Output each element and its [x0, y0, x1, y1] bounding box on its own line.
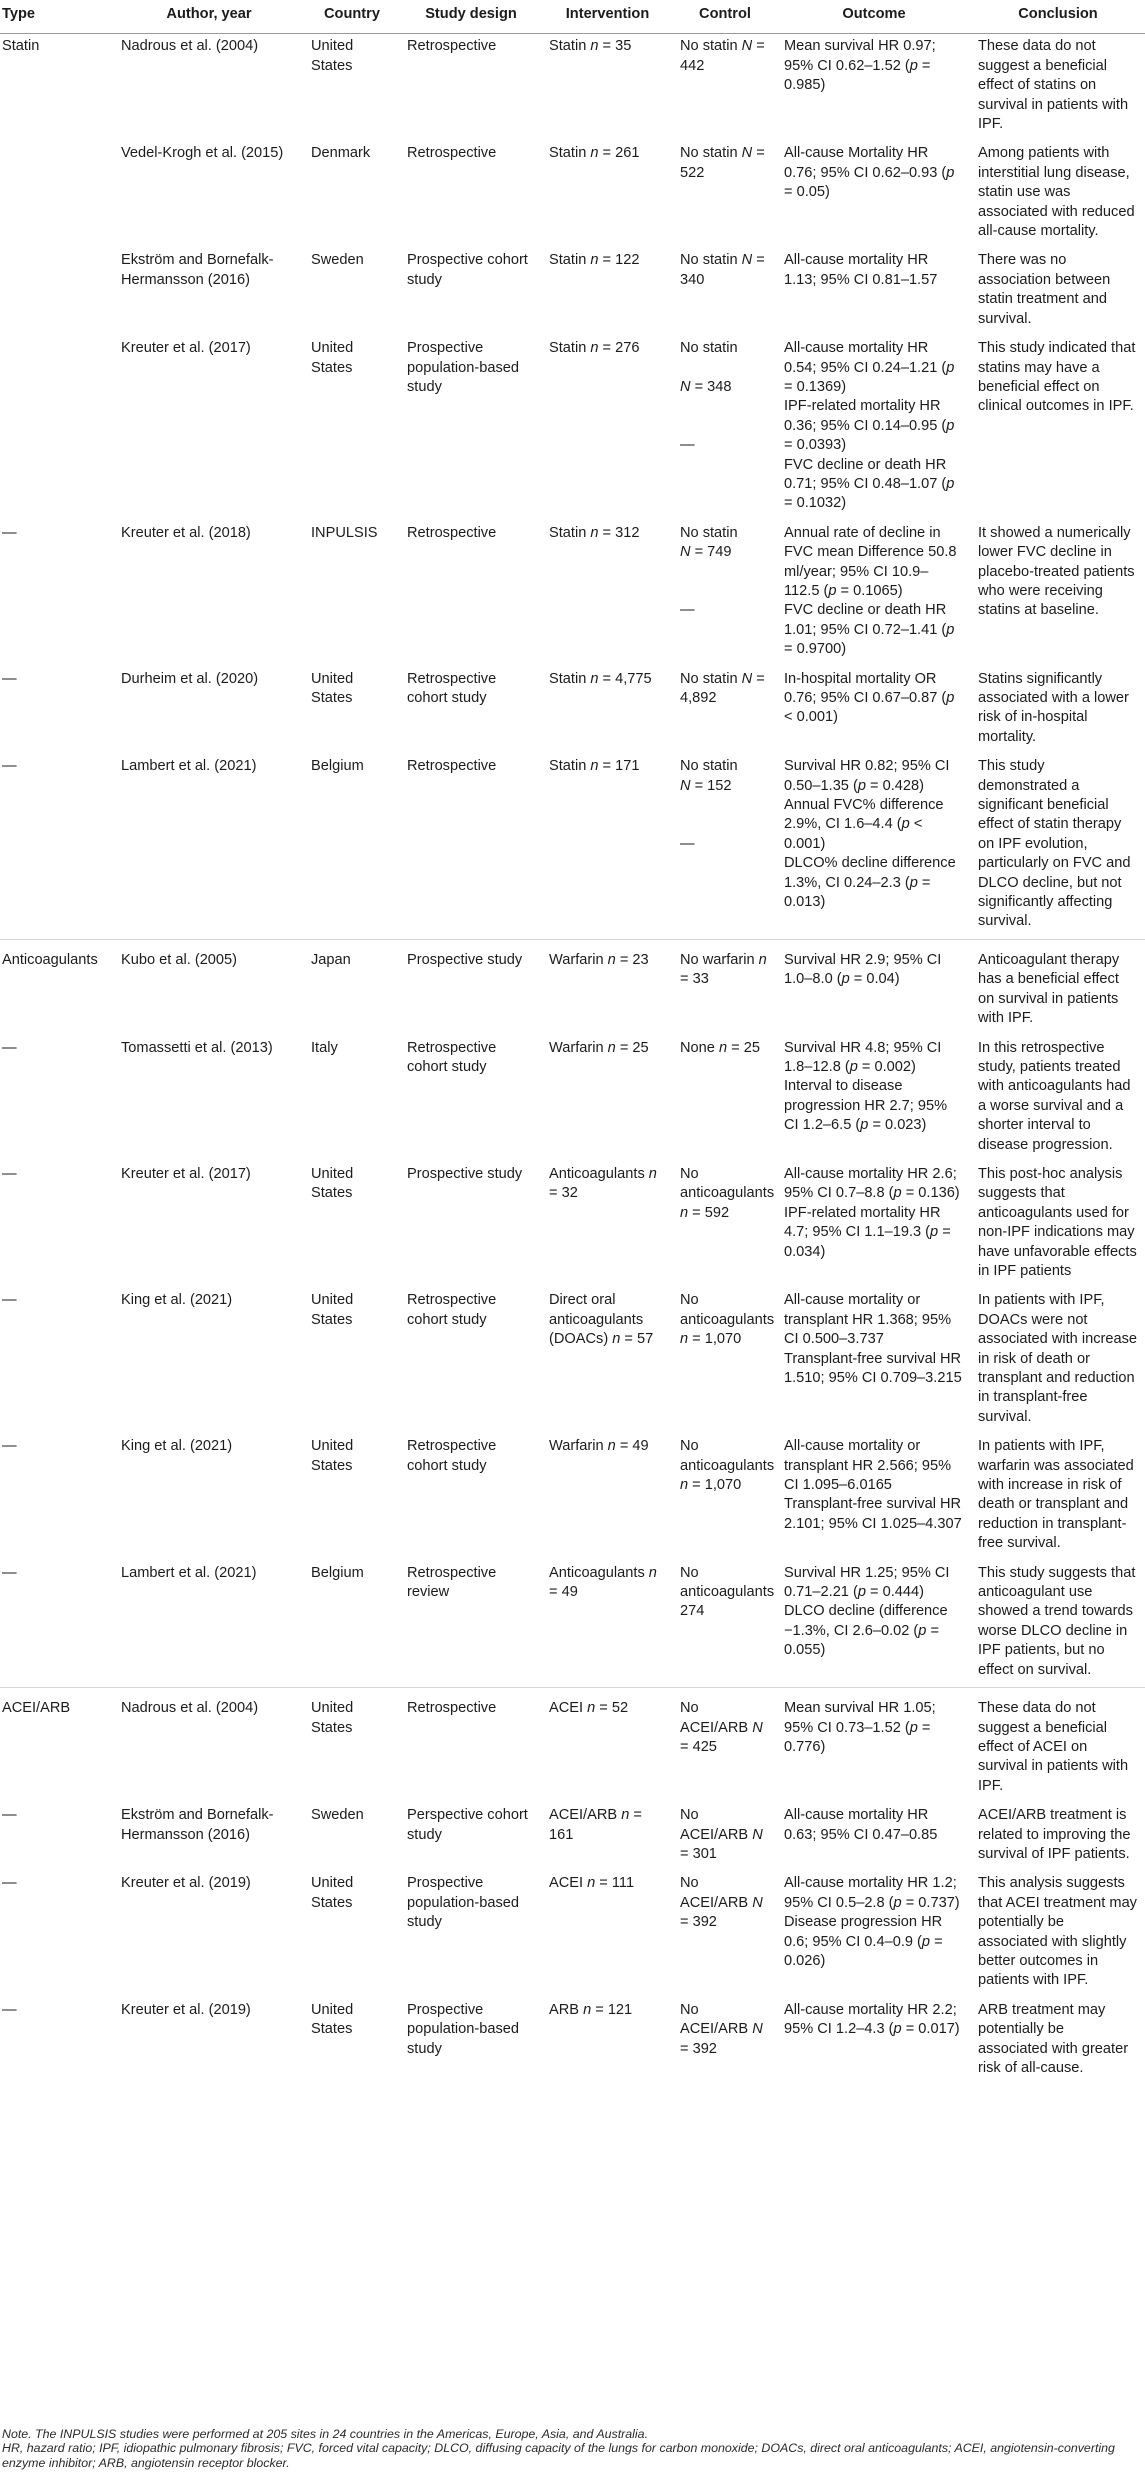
- cell-outcome: Survival HR 0.82; 95% CI 0.50–1.35 (p = 0.428) Annual FVC% difference 2.9%, CI 1.6–4.4 (p < 0.001) DLCO% decline difference 1.3%, CI 0.24–2.3 (p = 0.013): [784, 758, 956, 911]
- cell-intervention: Statin n = 122: [549, 252, 640, 269]
- table-row: [0, 754, 1145, 939]
- cell-intervention: Anticoagulants n = 32: [549, 1165, 657, 1202]
- cell-control: No ACEI/ARB N = 392: [680, 1875, 763, 1931]
- cell-type: Anticoagulants: [0, 939, 114, 1035]
- cell-outcome: Mean survival HR 0.97; 95% CI 0.62–1.52 (p = 0.985): [784, 38, 936, 94]
- table-notes: [0, 2427, 1145, 2470]
- cell-outcome: All-cause mortality HR 1.13; 95% CI 0.81–1.57: [784, 252, 938, 288]
- table-row: [0, 336, 1145, 521]
- cell-control: No statin N = 152 —: [680, 758, 738, 852]
- cell-type: —: [2, 524, 17, 541]
- cell-design: Retrospective cohort study: [407, 1292, 497, 1328]
- cell-control: No statin N = 4,892: [680, 670, 765, 706]
- cell-country: United States: [311, 1438, 354, 1474]
- cell-outcome: Mean survival HR 1.05; 95% CI 0.73–1.52 (p = 0.776): [777, 1688, 971, 1804]
- cell-author: Kreuter et al. (2018): [121, 524, 251, 541]
- cell-author: Kubo et al. (2005): [114, 939, 304, 1035]
- header-outcome: Outcome: [777, 0, 971, 34]
- cell-intervention: ACEI n = 52: [542, 1688, 673, 1804]
- cell-author: Ekström and Bornefalk-Hermansson (2016): [121, 252, 274, 288]
- cell-intervention: ACEI/ARB n = 161: [549, 1807, 642, 1843]
- cell-outcome: All-cause mortality HR 2.2; 95% CI 1.2–4.3 (p = 0.017): [784, 2001, 960, 2038]
- cell-country: United States: [311, 340, 354, 376]
- cell-author: Tomassetti et al. (2013): [121, 1039, 273, 1056]
- cell-design: Retrospective: [407, 758, 497, 775]
- table-row: [0, 939, 1145, 1035]
- cell-intervention: Statin n = 171: [549, 758, 640, 775]
- cell-intervention: Statin n = 4,775: [549, 670, 652, 687]
- cell-conclusion: In patients with IPF, DOACs were not associated with increase in risk of death or transplant and reduction in transplant-free survival.: [978, 1292, 1137, 1425]
- cell-design: Retrospective: [407, 145, 497, 162]
- cell-outcome: Survival HR 1.25; 95% CI 0.71–2.21 (p = 0.444) DLCO decline (difference −1.3%, CI 2.6–0.02 (p = 0.055): [784, 1564, 950, 1659]
- cell-control: No anticoagulants n = 1,070: [680, 1438, 775, 1494]
- header-control: Control: [673, 0, 777, 34]
- cell-control: No ACEI/ARB N = 425: [673, 1688, 777, 1804]
- cell-control: No anticoagulants n = 592: [680, 1165, 775, 1221]
- cell-country: Belgium: [311, 758, 364, 775]
- header-row: [0, 0, 1145, 34]
- cell-intervention: ARB n = 121: [549, 2001, 633, 2018]
- cell-design: Retrospective cohort study: [407, 670, 497, 706]
- header-type: Type: [0, 0, 114, 34]
- cell-country: Sweden: [311, 1807, 364, 1824]
- cell-design: Prospective population-based study: [407, 2001, 519, 2057]
- cell-type: —: [2, 1292, 17, 1309]
- cell-type: —: [2, 1438, 17, 1455]
- cell-outcome: All-cause mortality or transplant HR 1.368; 95% CI 0.500–3.737 Transplant-free survival HR 1.510; 95% CI 0.709–3.215: [784, 1292, 962, 1386]
- cell-design: Retrospective: [400, 1688, 542, 1804]
- cell-intervention: Anticoagulants n = 49: [549, 1564, 657, 1601]
- header-intervention: Intervention: [542, 0, 673, 34]
- note-abbreviations: HR, hazard ratio; IPF, idiopathic pulmonary fibrosis; FVC, forced vital capacity; DLCO, diffusing capacity of the lungs for carbon monoxide; DOACs, direct oral anticoagulants; ACEI, angiotensin-converting enzyme inhibitor; ARB, angiotensin receptor blocker.: [2, 2441, 1115, 2470]
- cell-design: Retrospective cohort study: [407, 1438, 497, 1474]
- cell-author: King et al. (2021): [121, 1292, 233, 1309]
- cell-conclusion: ACEI/ARB treatment is related to improving the survival of IPF patients.: [978, 1807, 1131, 1862]
- cell-type: —: [2, 1564, 17, 1581]
- cell-conclusion: ARB treatment may potentially be associated with greater risk of all-cause.: [978, 2001, 1129, 2076]
- table-body: [0, 34, 1145, 2086]
- cell-design: Retrospective review: [407, 1564, 497, 1601]
- table-row: [0, 141, 1145, 248]
- cell-author: Kreuter et al. (2017): [121, 340, 251, 357]
- table-row: [0, 248, 1145, 336]
- cell-type: Statin: [2, 38, 40, 55]
- cell-outcome: Survival HR 2.9; 95% CI 1.0–8.0 (p = 0.04): [777, 939, 971, 1035]
- cell-control: No statin N = 340: [680, 252, 765, 288]
- cell-design: Prospective study: [407, 1165, 523, 1182]
- cell-author: Kreuter et al. (2019): [121, 2001, 251, 2018]
- table-row: [0, 34, 1145, 142]
- header-design: Study design: [400, 0, 542, 34]
- cell-conclusion: Among patients with interstitial lung disease, statin use was associated with reduced all-cause mortality.: [978, 145, 1135, 240]
- cell-conclusion: These data do not suggest a beneficial effect of statins on survival in patients with IPF.: [978, 38, 1129, 133]
- cell-conclusion: Anticoagulant therapy has a beneficial effect on survival in patients with IPF.: [971, 939, 1145, 1035]
- cell-type: [0, 336, 114, 521]
- header-author: Author, year: [114, 0, 304, 34]
- cell-control: No statin N = 749 —: [680, 524, 738, 619]
- cell-control: No ACEI/ARB N = 301: [680, 1807, 763, 1862]
- table-row: [0, 1162, 1145, 1288]
- cell-outcome: All-cause mortality HR 1.2; 95% CI 0.5–2.8 (p = 0.737) Disease progression HR 0.6; 95% CI 0.4–0.9 (p = 0.026): [784, 1875, 960, 1969]
- cell-design: Retrospective cohort study: [407, 1039, 497, 1075]
- cell-type: —: [2, 758, 17, 775]
- cell-conclusion: This post-hoc analysis suggests that anticoagulants used for non-IPF indications may have unfavorable effects in IPF patients: [978, 1165, 1137, 1279]
- cell-outcome: Survival HR 4.8; 95% CI 1.8–12.8 (p = 0.002) Interval to disease progression HR 2.7; 95% CI 1.2–6.5 (p = 0.023): [784, 1039, 948, 1134]
- cell-country: Italy: [311, 1039, 338, 1056]
- header-country: Country: [304, 0, 400, 34]
- cell-author: Nadrous et al. (2004): [121, 38, 259, 55]
- cell-outcome: All-cause mortality HR 2.6; 95% CI 0.7–8.8 (p = 0.136) IPF-related mortality HR 4.7; 95% CI 1.1–19.3 (p = 0.034): [784, 1165, 960, 1260]
- table-row: [0, 667, 1145, 755]
- cell-country: Sweden: [311, 252, 364, 269]
- cell-outcome: All-cause mortality HR 0.63; 95% CI 0.47–0.85: [784, 1807, 938, 1843]
- cell-conclusion: In this retrospective study, patients treated with anticoagulants had a worse survival and a shorter interval to disease progression.: [978, 1039, 1131, 1153]
- cell-outcome: All-cause mortality HR 0.54; 95% CI 0.24–1.21 (p = 0.1369) IPF-related mortality HR 0.36; 95% CI 0.14–0.95 (p = 0.0393) FVC decline or death HR 0.71; 95% CI 0.48–1.07 (p = 0.1032): [784, 340, 955, 512]
- header-conclusion: Conclusion: [971, 0, 1145, 34]
- cell-design: Perspective cohort study: [407, 1807, 528, 1843]
- cell-author: Nadrous et al. (2004): [114, 1688, 304, 1804]
- cell-design: Prospective population-based study: [407, 340, 519, 395]
- cell-conclusion: In patients with IPF, warfarin was associated with increase in risk of death or transplant and reduction in transplant-free survival.: [978, 1438, 1134, 1552]
- cell-author: Lambert et al. (2021): [121, 758, 257, 775]
- cell-control: No warfarin n = 33: [673, 939, 777, 1035]
- cell-design: Prospective population-based study: [407, 1875, 519, 1931]
- table-row: [0, 1434, 1145, 1560]
- cell-conclusion: This study suggests that anticoagulant use showed a trend towards worse DLCO decline in IPF patients, but no effect on survival.: [978, 1564, 1136, 1678]
- cell-intervention: Direct oral anticoagulants (DOACs) n = 57: [549, 1292, 654, 1348]
- cell-type: —: [2, 670, 17, 687]
- cell-conclusion: It showed a numerically lower FVC decline in placebo-treated patients who were receiving statins at baseline.: [978, 524, 1135, 619]
- cell-country: United States: [304, 1688, 400, 1804]
- cell-type: —: [2, 1165, 17, 1182]
- cell-intervention: Warfarin n = 49: [549, 1438, 649, 1455]
- cell-design: Retrospective: [407, 524, 497, 541]
- cell-intervention: ACEI n = 111: [549, 1875, 635, 1892]
- cell-intervention: Warfarin n = 23: [542, 939, 673, 1035]
- cell-country: Japan: [304, 939, 400, 1035]
- cell-outcome: All-cause Mortality HR 0.76; 95% CI 0.62–0.93 (p = 0.05): [784, 145, 955, 201]
- cell-author: Ekström and Bornefalk-Hermansson (2016): [121, 1807, 274, 1843]
- cell-country: United States: [311, 38, 354, 74]
- cell-type: ACEI/ARB: [0, 1688, 114, 1804]
- cell-country: United States: [311, 670, 354, 706]
- cell-control: No statin N = 442: [680, 38, 765, 74]
- cell-author: Durheim et al. (2020): [121, 670, 259, 687]
- table-row: [0, 1688, 1145, 1804]
- cell-intervention: Statin n = 35: [549, 38, 632, 55]
- cell-type: —: [2, 1807, 17, 1824]
- cell-author: Kreuter et al. (2017): [121, 1165, 251, 1182]
- note-inpulsis: Note. The INPULSIS studies were performed at 205 sites in 24 countries in the Americas, Europe, Asia, and Australia.: [2, 2427, 649, 2441]
- cell-conclusion: This study indicated that statins may have a beneficial effect on clinical outcomes in IPF.: [978, 340, 1136, 415]
- cell-country: INPULSIS: [311, 524, 378, 541]
- cell-type: —: [2, 1875, 17, 1892]
- cell-country: United States: [311, 1165, 354, 1202]
- cell-intervention: Statin n = 312: [549, 524, 640, 541]
- cell-author: King et al. (2021): [121, 1438, 233, 1455]
- cell-conclusion: There was no association between statin treatment and survival.: [978, 252, 1111, 327]
- cell-author: Vedel-Krogh et al. (2015): [121, 145, 284, 162]
- cell-type: [0, 248, 114, 336]
- cell-control: No statin N = 348 —: [680, 340, 738, 454]
- cell-control: No anticoagulants n = 1,070: [680, 1292, 775, 1348]
- table-row: [0, 1561, 1145, 1688]
- cell-country: Belgium: [311, 1564, 364, 1581]
- table-row: [0, 521, 1145, 667]
- cell-conclusion: Statins significantly associated with a lower risk of in-hospital mortality.: [978, 670, 1129, 745]
- cell-design: Prospective study: [400, 939, 542, 1035]
- cell-outcome: All-cause mortality or transplant HR 2.566; 95% CI 1.095–6.0165 Transplant-free survival HR 2.101; 95% CI 1.025–4.307: [784, 1438, 962, 1532]
- cell-conclusion: This analysis suggests that ACEI treatment may potentially be associated with slightly better outcomes in patients with IPF.: [978, 1875, 1137, 1989]
- cell-type: [0, 141, 114, 248]
- cell-country: United States: [311, 2001, 354, 2038]
- cell-design: Prospective cohort study: [407, 252, 528, 288]
- cell-author: Kreuter et al. (2019): [121, 1875, 251, 1892]
- cell-intervention: Statin n = 261: [549, 145, 640, 162]
- table-row: [0, 1288, 1145, 1434]
- cell-conclusion: These data do not suggest a beneficial effect of ACEI on survival in patients with IPF.: [971, 1688, 1145, 1804]
- cell-type: —: [2, 2001, 17, 2018]
- cell-author: Lambert et al. (2021): [121, 1564, 257, 1581]
- cell-country: United States: [311, 1875, 354, 1911]
- cell-control: None n = 25: [680, 1039, 760, 1056]
- table-row: [0, 1998, 1145, 2086]
- cell-control: No ACEI/ARB N = 392: [680, 2001, 763, 2057]
- cell-outcome: Annual rate of decline in FVC mean Difference 50.8 ml/year; 95% CI 10.9–112.5 (p = 0.1065) FVC decline or death HR 1.01; 95% CI 0.72–1.41 (p = 0.9700): [784, 524, 957, 658]
- cell-design: Retrospective: [407, 38, 497, 55]
- cell-intervention: Statin n = 276: [549, 340, 640, 357]
- table-row: [0, 1036, 1145, 1162]
- cell-conclusion: This study demonstrated a significant beneficial effect of statin therapy on IPF evolution, particularly on FVC and DLCO decline, but not significantly affecting survival.: [978, 758, 1131, 930]
- cell-type: —: [2, 1039, 17, 1056]
- table-row: [0, 1871, 1145, 1997]
- cell-control: No anticoagulants 274: [680, 1564, 775, 1620]
- table-row: [0, 1803, 1145, 1871]
- cell-outcome: In-hospital mortality OR 0.76; 95% CI 0.67–0.87 (p < 0.001): [784, 670, 955, 726]
- cell-control: No statin N = 522: [680, 145, 765, 181]
- cell-intervention: Warfarin n = 25: [549, 1039, 649, 1056]
- cell-country: United States: [311, 1292, 354, 1328]
- cell-country: Denmark: [311, 145, 371, 162]
